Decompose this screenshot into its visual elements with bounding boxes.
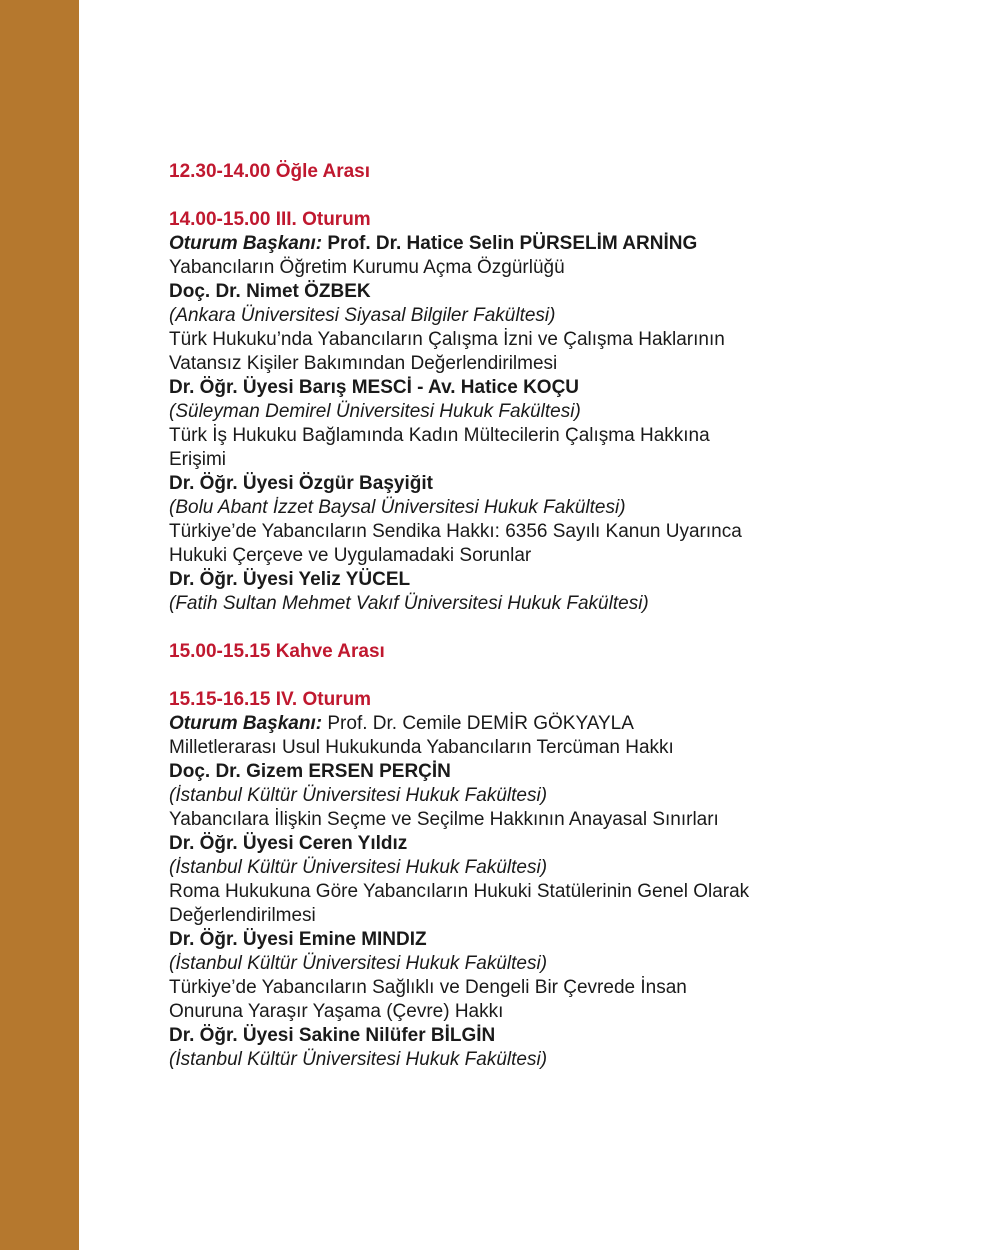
talk-title: Türk Hukuku’nda Yabancıların Çalışma İzni ve Çalışma Haklarının	[169, 329, 725, 350]
talk-speaker: Dr. Öğr. Üyesi Ceren Yıldız	[169, 833, 408, 854]
talk-title: Yabancılara İlişkin Seçme ve Seçilme Hakkının Anayasal Sınırları	[169, 809, 719, 830]
talk-title: Türkiye’de Yabancıların Sendika Hakkı: 6356 Sayılı Kanun Uyarınca	[169, 521, 742, 542]
talk-speaker: Dr. Öğr. Üyesi Barış MESCİ - Av. Hatice KOÇU	[169, 377, 580, 398]
chair-label: Oturum Başkanı:	[169, 233, 323, 254]
talk-speaker: Dr. Öğr. Üyesi Emine MINDIZ	[169, 929, 427, 950]
talk-affiliation: (Bolu Abant İzzet Baysal Üniversitesi Hukuk Fakültesi)	[169, 497, 626, 518]
session-3-chair	[169, 232, 969, 256]
talk-title: Onuruna Yaraşır Yaşama (Çevre) Hakkı	[169, 1001, 504, 1022]
session-3	[169, 208, 969, 616]
talk-title: Yabancıların Öğretim Kurumu Açma Özgürlüğü	[169, 257, 565, 278]
talk-speaker: Dr. Öğr. Üyesi Sakine Nilüfer BİLGİN	[169, 1025, 496, 1046]
sidebar-accent-bar	[0, 0, 79, 1250]
chair-label: Oturum Başkanı:	[169, 713, 323, 734]
talk-speaker: Doç. Dr. Gizem ERSEN PERÇİN	[169, 761, 451, 782]
talk-affiliation: (Fatih Sultan Mehmet Vakıf Üniversitesi Hukuk Fakültesi)	[169, 593, 649, 614]
program-content	[169, 160, 969, 1072]
talk-title: Hukuki Çerçeve ve Uygulamadaki Sorunlar	[169, 545, 532, 566]
talk-title: Türk İş Hukuku Bağlamında Kadın Mültecilerin Çalışma Hakkına	[169, 425, 710, 446]
talk-title: Milletlerarası Usul Hukukunda Yabancıların Tercüman Hakkı	[169, 737, 674, 758]
talk-affiliation: (İstanbul Kültür Üniversitesi Hukuk Fakültesi)	[169, 857, 548, 878]
talk-affiliation: (Süleyman Demirel Üniversitesi Hukuk Fakültesi)	[169, 401, 581, 422]
talk-speaker: Doç. Dr. Nimet ÖZBEK	[169, 281, 371, 302]
chair-name: Prof. Dr. Cemile DEMİR GÖKYAYLA	[322, 713, 634, 734]
talk-title: Erişimi	[169, 449, 226, 470]
talk-affiliation: (İstanbul Kültür Üniversitesi Hukuk Fakültesi)	[169, 953, 548, 974]
session-4	[169, 688, 969, 1072]
session-4-title: 15.15-16.15 IV. Oturum	[169, 689, 372, 710]
coffee-break: 15.00-15.15 Kahve Arası	[169, 641, 385, 662]
session-4-chair	[169, 712, 969, 736]
talk-title: Vatansız Kişiler Bakımından Değerlendirilmesi	[169, 353, 558, 374]
talk-speaker: Dr. Öğr. Üyesi Yeliz YÜCEL	[169, 569, 411, 590]
chair-name: Prof. Dr. Hatice Selin PÜRSELİM ARNİNG	[322, 233, 698, 254]
talk-title: Değerlendirilmesi	[169, 905, 316, 926]
lunch-break: 12.30-14.00 Öğle Arası	[169, 161, 371, 182]
talk-title: Roma Hukukuna Göre Yabancıların Hukuki Statülerinin Genel Olarak	[169, 881, 750, 902]
session-3-title: 14.00-15.00 III. Oturum	[169, 209, 371, 230]
talk-title: Türkiye’de Yabancıların Sağlıklı ve Dengeli Bir Çevrede İnsan	[169, 977, 687, 998]
talk-speaker: Dr. Öğr. Üyesi Özgür Başyiğit	[169, 473, 433, 494]
talk-affiliation: (Ankara Üniversitesi Siyasal Bilgiler Fakültesi)	[169, 305, 556, 326]
talk-affiliation: (İstanbul Kültür Üniversitesi Hukuk Fakültesi)	[169, 1049, 548, 1070]
talk-affiliation: (İstanbul Kültür Üniversitesi Hukuk Fakültesi)	[169, 785, 548, 806]
